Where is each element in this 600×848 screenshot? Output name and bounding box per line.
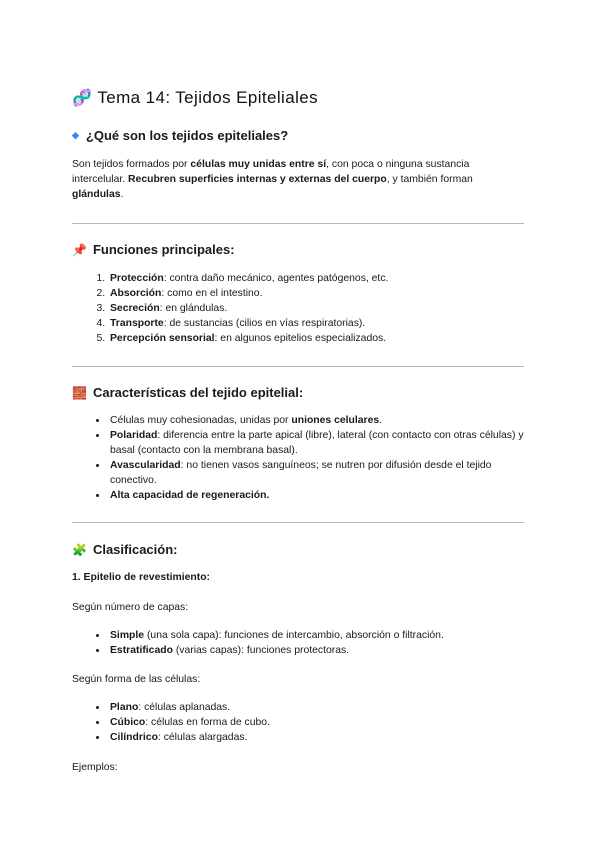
page-title: [72, 88, 524, 108]
list-item: • Cúbico: células en forma de cubo.: [108, 715, 524, 730]
caracteristicas-heading: [72, 385, 524, 400]
intro-paragraph: Son tejidos formados por células muy unidas entre sí, con poca o ninguna sustancia intercelular. Recubren superficies internas y externas del cuerpo, y también forman glándulas.: [72, 159, 473, 200]
list-item: • Plano: células aplanadas.: [108, 700, 524, 715]
blue-diamond-icon: ◆: [72, 130, 79, 140]
section-divider: [72, 522, 524, 523]
brick-icon: 🧱: [72, 385, 87, 400]
list-item: • Avascularidad: no tienen vasos sanguíneos; se nutren por difusión desde el tejido conectivo.: [108, 458, 524, 488]
page-title-text: Tema 14: Tejidos Epiteliales: [97, 88, 318, 107]
epitelio-revestimiento-heading: 1. Epitelio de revestimiento:: [72, 572, 211, 583]
list-item: • Células muy cohesionadas, unidas por uniones celulares.: [108, 413, 524, 428]
section-divider: [72, 223, 524, 224]
caracteristicas-heading-text: Características del tejido epitelial:: [92, 385, 304, 400]
list-item: 1. Protección: contra daño mecánico, agentes patógenos, etc.: [108, 271, 524, 286]
clasificacion-heading: [72, 542, 524, 557]
ejemplos-label: Ejemplos:: [72, 762, 118, 773]
formas-list: [72, 700, 524, 745]
intro-heading-text: ¿Qué son los tejidos epiteliales?: [85, 128, 289, 143]
capas-label: Según número de capas:: [72, 602, 189, 613]
caracteristicas-list: [72, 413, 524, 503]
list-item: 4. Transporte: de sustancias (cilios en vías respiratorias).: [108, 316, 524, 331]
dna-icon: 🧬: [72, 90, 93, 107]
capas-list: [72, 628, 524, 658]
section-divider: [72, 366, 524, 367]
list-item: • Estratificado (varias capas): funciones protectoras.: [108, 643, 524, 658]
list-item: 2. Absorción: como en el intestino.: [108, 286, 524, 301]
pushpin-icon: 📌: [72, 242, 87, 257]
clasificacion-heading-text: Clasificación:: [92, 542, 178, 557]
intro-heading: [72, 128, 524, 143]
puzzle-icon: 🧩: [72, 542, 87, 557]
list-item: • Alta capacidad de regeneración.: [108, 488, 524, 503]
funciones-heading-text: Funciones principales:: [92, 242, 235, 257]
funciones-heading: [72, 242, 524, 257]
forma-label: Según forma de las células:: [72, 674, 201, 685]
list-item: 3. Secreción: en glándulas.: [108, 301, 524, 316]
list-item: • Cilíndrico: células alargadas.: [108, 730, 524, 745]
funciones-list: [72, 271, 524, 346]
list-item: 5. Percepción sensorial: en algunos epitelios especializados.: [108, 331, 524, 346]
list-item: • Simple (una sola capa): funciones de intercambio, absorción o filtración.: [108, 628, 524, 643]
list-item: • Polaridad: diferencia entre la parte apical (libre), lateral (con contacto con otras células) y basal (contacto con la membrana basal).: [108, 428, 524, 458]
